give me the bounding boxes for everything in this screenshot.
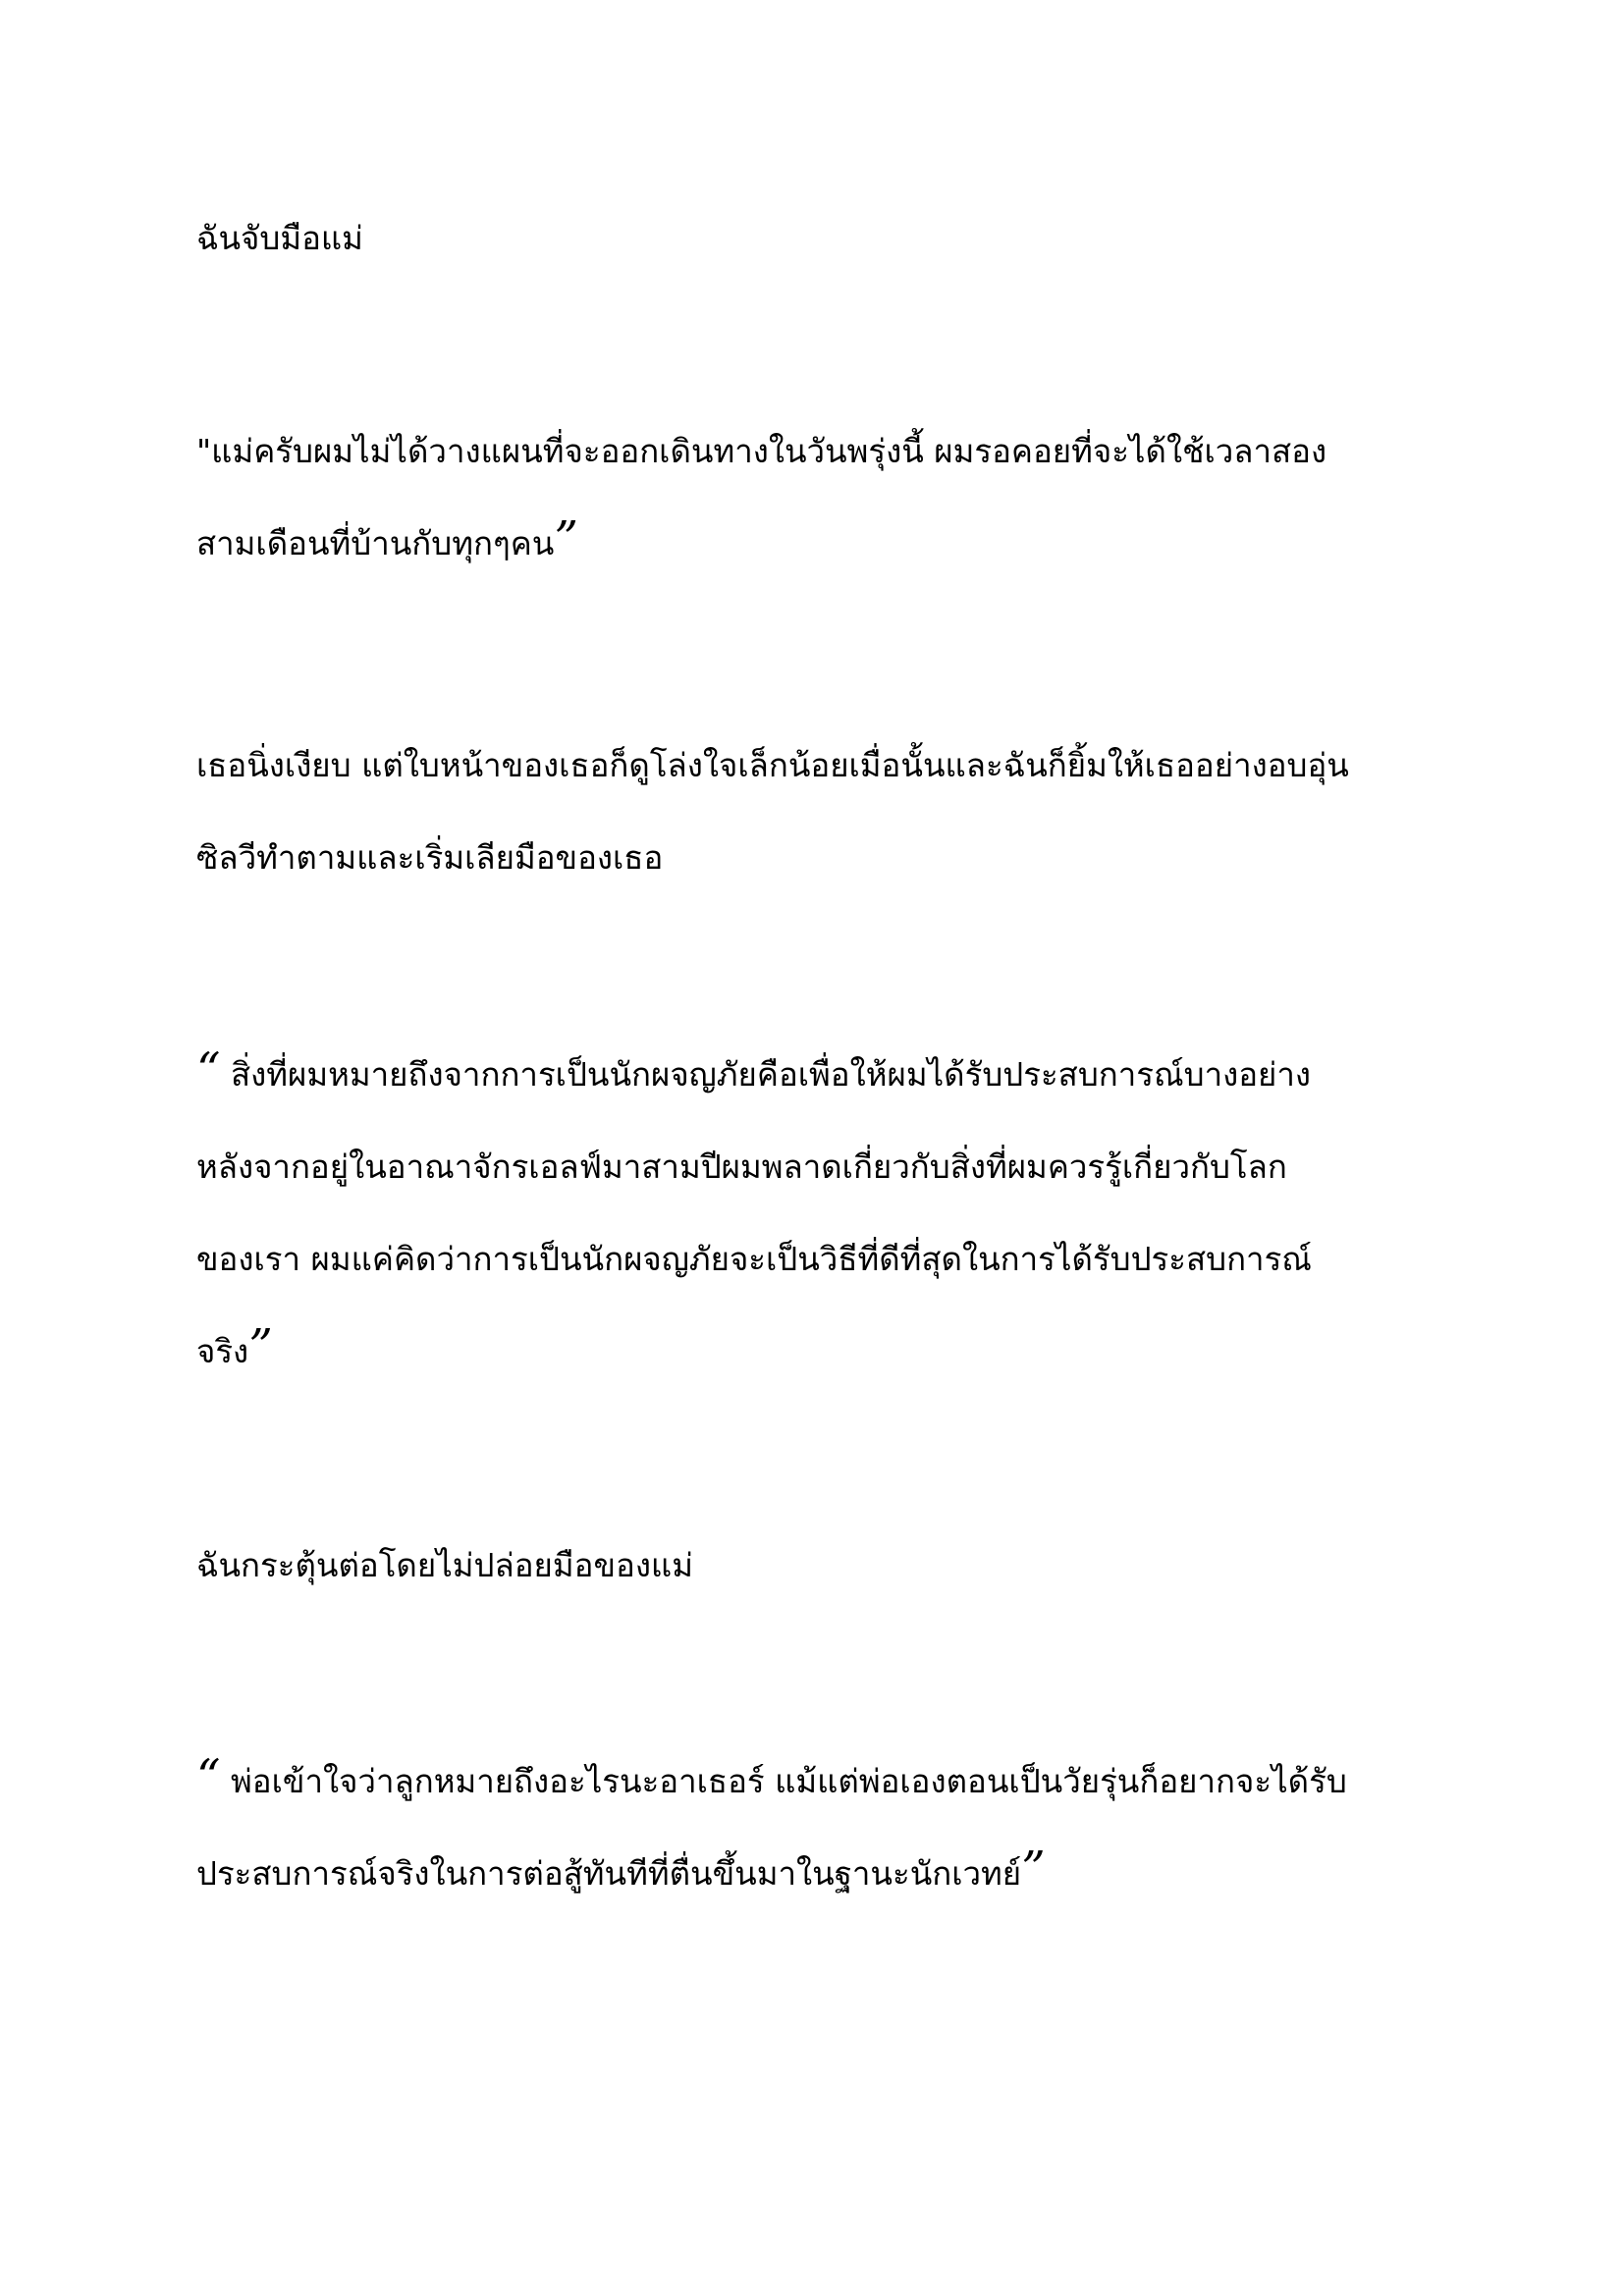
line-text: สิ่งที่ผมหมายถึงจากการเป็นนักผจญภัยคือเพื่อให้ผมได้รับประสบการณ์บางอย่าง <box>220 1055 1312 1094</box>
open-quote-mark: “ <box>196 1749 221 1804</box>
paragraph-line <box>196 1029 1453 1121</box>
close-quote-mark: ” <box>1021 1842 1046 1896</box>
paragraph-line <box>196 1735 1453 1828</box>
paragraph-line: "แม่ครับผมไม่ได้วางแผนที่จะออกเดินทางในวันพรุ่งนี้ ผมรอคอยที่จะได้ใช้เวลาสอง <box>196 432 1327 470</box>
paragraph-4 <box>196 1029 1453 1398</box>
line-text: สามเดือนที่บ้านกับทุกๆคน <box>196 524 555 562</box>
close-quote-mark: ” <box>554 511 578 566</box>
paragraph-line: ซิลวีทำตามและเริ่มเลียมือของเธอ <box>196 838 664 877</box>
open-quote-mark: “ <box>196 1042 221 1097</box>
paragraph-line: เธอนิ่งเงียบ แต่ใบหน้าของเธอก็ดูโล่งใจเล็กน้อยเมื่อนั้นและฉันก็ยิ้มให้เธออย่างอบอุ่น <box>196 746 1349 784</box>
paragraph-line <box>196 1306 1453 1398</box>
paragraph-line: ของเรา ผมแค่คิดว่าการเป็นนักผจญภัยจะเป็นวิธีที่ดีที่สุดในการได้รับประสบการณ์ <box>196 1240 1312 1278</box>
paragraph-line: ฉันกระตุ้นต่อโดยไม่ปล่อยมือของแม่ <box>196 1546 693 1584</box>
paragraph-6 <box>196 1735 1453 1920</box>
paragraph-line <box>196 1828 1453 1920</box>
line-text: จริง <box>196 1332 249 1370</box>
paragraph-line: ฉันจับมือแม่ <box>196 219 363 257</box>
paragraph-3 <box>196 720 1453 904</box>
line-text: ประสบการณ์จริงในการต่อสู้ทันทีที่ตื่นขึ้นมาในฐานะนักเวทย์ <box>196 1854 1022 1893</box>
paragraph-5 <box>196 1520 1453 1612</box>
paragraph-1 <box>196 192 1453 285</box>
close-quote-mark: ” <box>248 1319 273 1374</box>
paragraph-line <box>196 498 1453 590</box>
line-text: พ่อเข้าใจว่าลูกหมายถึงอะไรนะอาเธอร์ แม้แต่พ่อเองตอนเป็นวัยรุ่นก็อยากจะได้รับ <box>220 1762 1347 1800</box>
paragraph-line: หลังจากอยู่ในอาณาจักรเอลฟ์มาสามปีผมพลาดเกี่ยวกับสิ่งที่ผมควรรู้เกี่ยวกับโลก <box>196 1148 1287 1186</box>
paragraph-2 <box>196 405 1453 590</box>
